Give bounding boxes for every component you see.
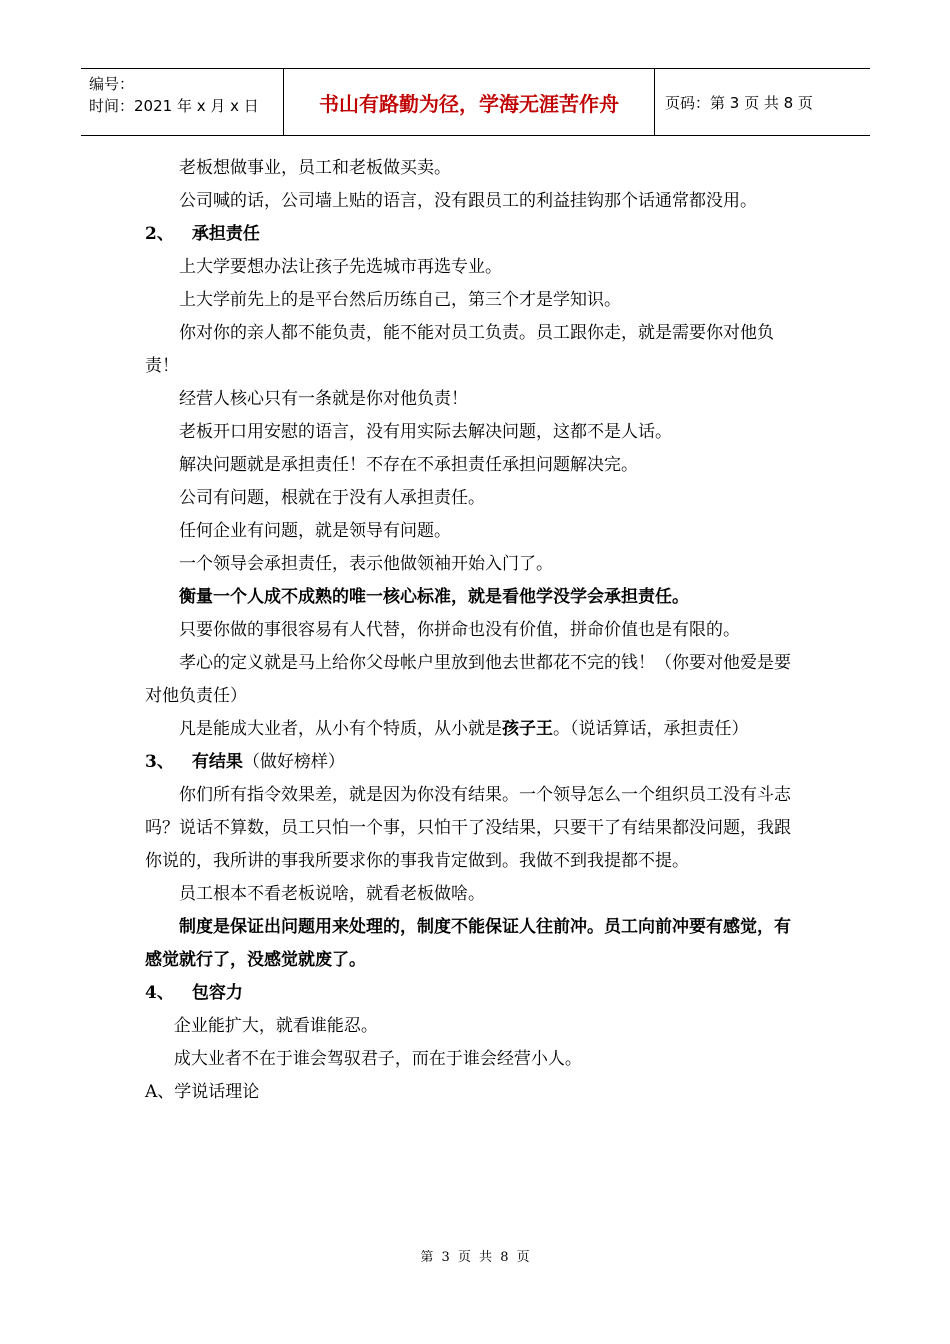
header-meta: [81, 69, 284, 135]
header-time-label: 时间：2021 年 x 月 x 日: [89, 97, 259, 115]
paragraph: [145, 713, 807, 746]
paragraph: 解决问题就是承担责任！不存在不承担责任承担问题解决完。: [179, 455, 638, 475]
page-header: [81, 68, 870, 136]
bold-paragraph: 制度是保证出问题用来处理的，制度不能保证人往前冲。员工向前冲要有感觉，有感觉就行了，没感觉就废了。: [145, 917, 791, 970]
section-note: （做好榜样）: [242, 752, 345, 772]
paragraph: 一个领导会承担责任，表示他做领袖开始入门了。: [179, 554, 553, 574]
text-run: 。（说话算话，承担责任）: [553, 719, 749, 739]
paragraph: 上大学前先上的是平台然后历练自己，第三个才是学知识。: [179, 290, 621, 310]
section-title: 包容力: [191, 983, 243, 1003]
section-number: 4、: [145, 983, 174, 1003]
section-heading-2: [145, 218, 807, 251]
paragraph: 孝心的定义就是马上给你父母帐户里放到他去世都花不完的钱！（你要对他爱是要对他负责任）: [145, 653, 791, 706]
section-number: 3、: [145, 752, 174, 772]
section-number: 2、: [145, 224, 174, 244]
header-number-label: 编号：: [89, 75, 135, 93]
paragraph: 任何企业有问题，就是领导有问题。: [179, 521, 451, 541]
paragraph: 你们所有指令效果差，就是因为你没有结果。一个领导怎么一个组织员工没有斗志吗？说话不算数，员工只怕一个事，只怕干了没结果，只要干了有结果都没问题，我跟你说的，我所讲的事我所要求你的事我肯定做到。我做不到我提都不提。: [145, 785, 791, 871]
paragraph: 经营人核心只有一条就是你对他负责！: [179, 389, 468, 409]
paragraph: 老板开口用安慰的语言，没有用实际去解决问题，这都不是人话。: [179, 422, 672, 442]
paragraph: 成大业者不在于谁会驾驭君子，而在于谁会经营小人。: [173, 1049, 582, 1069]
paragraph: 你对你的亲人都不能负责，能不能对员工负责。员工跟你走，就是需要你对他负责！: [145, 323, 774, 376]
paragraph: 只要你做的事很容易有人代替，你拼命也没有价值，拼命价值也是有限的。: [179, 620, 740, 640]
section-title: 承担责任: [191, 224, 260, 244]
page-footer: 第 3 页 共 8 页: [420, 1250, 530, 1265]
paragraph: 员工根本不看老板说啥，就看老板做啥。: [179, 884, 485, 904]
paragraph: 老板想做事业，员工和老板做买卖。: [179, 158, 451, 178]
text-run: 凡是能成大业者，从小有个特质，从小就是: [179, 719, 502, 739]
section-title: 有结果: [191, 752, 243, 772]
paragraph: 公司喊的话，公司墙上贴的语言，没有跟员工的利益挂钩那个话通常都没用。: [179, 191, 757, 211]
bold-term: 孩子王: [502, 719, 553, 739]
header-page-code: 页码：第 3 页 共 8 页: [665, 93, 813, 112]
paragraph: 企业能扩大，就看谁能忍。: [173, 1016, 378, 1036]
section-heading-4: [145, 977, 807, 1010]
paragraph: 上大学要想办法让孩子先选城市再选专业。: [179, 257, 502, 277]
header-motto: 书山有路勤为径，学海无涯苦作舟: [284, 69, 655, 135]
section-heading-3: [145, 746, 807, 779]
document-body: [145, 152, 807, 1109]
subsection-heading: A、学说话理论: [145, 1082, 260, 1102]
bold-paragraph: 衡量一个人成不成熟的唯一核心标准，就是看他学没学会承担责任。: [179, 587, 689, 607]
paragraph: 公司有问题，根就在于没有人承担责任。: [179, 488, 485, 508]
